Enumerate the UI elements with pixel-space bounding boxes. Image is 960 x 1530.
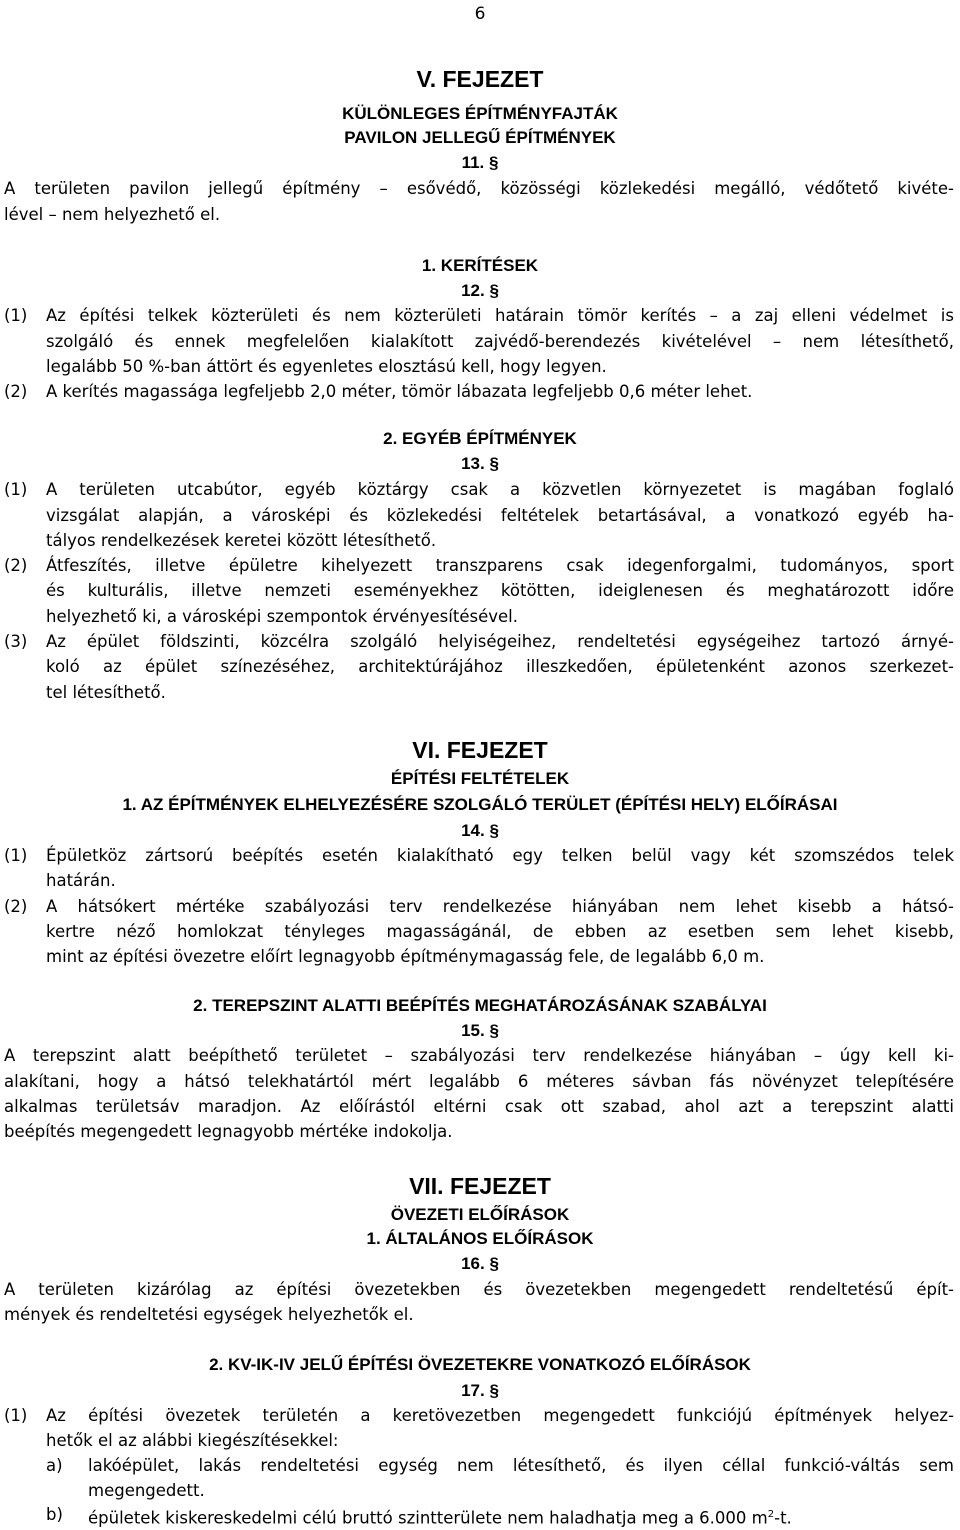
section-17-item-b-text: épületek kiskereskedelmi célú bruttó szintterülete nem haladhatja meg a 6.000 m <box>88 1508 768 1528</box>
paragraph-number: (2) <box>4 556 28 575</box>
chapter-7-subtitle: ÖVEZETI ELŐÍRÁSOK <box>390 1205 570 1224</box>
section-13-p3-line: tel létesíthető. <box>46 683 166 702</box>
section-17-item-b-line <box>88 1505 792 1529</box>
section-14-p1-line: határán. <box>46 871 116 890</box>
section-12-p1-line: szolgáló és ennek megfelelően kialakított zajvédő-berendezés kivételével – nem létesíthető, <box>46 332 954 351</box>
section-15-text-line: beépítés megengedett legnagyobb mértéke indokolja. <box>4 1122 453 1141</box>
section-13-p2-line: és kulturális, illetve nemzeti eseményekhez kötötten, ideiglenesen és meghatározott időre <box>46 581 954 600</box>
chapter-6-title: VI. FEJEZET <box>412 737 548 763</box>
paragraph-number: (2) <box>4 382 28 401</box>
chapter-5-title: V. FEJEZET <box>416 66 544 92</box>
section-16-text-line: mények és rendeltetési egységek helyezhetők el. <box>4 1305 414 1324</box>
section-13-heading: 13. § <box>461 454 499 473</box>
section-11-heading: 11. § <box>461 153 499 172</box>
paragraph-number: (1) <box>4 846 28 865</box>
section-15-text-line: A terepszint alatt beépíthető területet – szabályozási terv rendelkezése hiányában – úgy kell ki- <box>4 1046 954 1065</box>
subsection-other-structures-heading: 2. EGYÉB ÉPÍTMÉNYEK <box>383 429 577 448</box>
section-17-heading: 17. § <box>461 1381 499 1400</box>
paragraph-number: (1) <box>4 1406 28 1425</box>
section-13-p2-line: Átfeszítés, illetve épületre kihelyezett transzparens csak idegenforgalmi, tudományos, sport <box>46 556 954 575</box>
section-13-p1-line: tályos rendelkezések keretei között létesíthető. <box>46 531 437 550</box>
paragraph-number: (2) <box>4 897 28 916</box>
section-13-p2-line: helyezhető ki, a városképi szempontok érvényesítésével. <box>46 607 518 626</box>
section-15-heading: 15. § <box>461 1021 499 1040</box>
section-14-heading: 14. § <box>461 821 499 840</box>
section-14-p2-line: kertre néző homlokzat tényleges magasságánál, de ebben az esetben sem lehet kisebb, <box>46 922 954 941</box>
section-15-text-line: alakítani, hogy a hátsó telekhatártól mért legalább 6 méteres sávban fás növényzet telepítésére <box>4 1072 954 1091</box>
section-14-p2-line: A hátsókert mértéke szabályozási terv rendelkezése hiányában nem lehet kisebb a hátsó- <box>46 897 954 916</box>
section-13-p1-line: A területen utcabútor, egyéb köztárgy csak a közvetlen környezetet is magában foglaló <box>46 480 954 499</box>
section-13-p3-line: Az épület földszinti, közcélra szolgáló helyiségeihez, rendeltetési egységeihez tartozó árnyé- <box>46 632 954 651</box>
section-14-p1-line: Épületköz zártsorú beépítés esetén kialakítható egy telken belül vagy két szomszédos telek <box>46 846 954 865</box>
subsection-building-site-heading: 1. AZ ÉPÍTMÉNYEK ELHELYEZÉSÉRE SZOLGÁLÓ TERÜLET (ÉPÍTÉSI HELY) ELŐÍRÁSAI <box>122 795 838 814</box>
section-12-p1-line: legalább 50 %-ban áttört és egyenletes elosztású kell, hogy legyen. <box>46 357 607 376</box>
section-11-text-line: A területen pavilon jellegű építmény – esővédő, közösségi közlekedési megálló, védőtető kivéte- <box>4 179 954 198</box>
section-17-p1-line: Az építési övezetek területén a keretövezetben megengedett funkciójú építmények helyez- <box>46 1406 954 1425</box>
chapter-7-title: VII. FEJEZET <box>409 1173 551 1199</box>
subsection-kv-ik-iv-heading: 2. KV-IK-IV JELŰ ÉPÍTÉSI ÖVEZETEKRE VONATKOZÓ ELŐÍRÁSOK <box>209 1355 751 1374</box>
paragraph-number: (3) <box>4 632 28 651</box>
section-15-text-line: alkalmas területsáv maradjon. Az előírástól eltérni csak ott szabad, ahol azt a terepszint alatti <box>4 1097 954 1116</box>
section-13-p1-line: vizsgálat alapján, a városképi és közlekedési feltételek betartásával, a vonatkozó egyéb ha- <box>46 506 954 525</box>
superscript: 2 <box>767 1509 775 1520</box>
section-16-heading: 16. § <box>461 1254 499 1273</box>
section-14-p2-line: mint az építési övezetre előírt legnagyobb építménymagasság fele, de legalább 6,0 m. <box>46 947 765 966</box>
chapter-6-subtitle: ÉPÍTÉSI FELTÉTELEK <box>390 769 570 788</box>
section-12-p1-line: Az építési telkek közterületi és nem közterületi határain tömör kerítés – a zaj elleni védelmet is <box>46 306 954 325</box>
section-17-p1-line: hetők el az alábbi kiegészítésekkel: <box>46 1431 339 1450</box>
section-12-heading: 12. § <box>461 281 499 300</box>
page-number: 6 <box>474 4 486 24</box>
section-13-p3-line: koló az épület színezéséhez, architektúrájához illeszkedően, épületenként azonos szerkezet- <box>46 657 954 676</box>
chapter-5-subtitle-2: PAVILON JELLEGŰ ÉPÍTMÉNYEK <box>344 128 616 147</box>
section-11-text-line: lével – nem helyezhető el. <box>4 205 221 224</box>
subsection-general-heading: 1. ÁLTALÁNOS ELŐÍRÁSOK <box>366 1229 594 1248</box>
subsection-underground-heading: 2. TEREPSZINT ALATTI BEÉPÍTÉS MEGHATÁROZÁSÁNAK SZABÁLYAI <box>193 996 767 1015</box>
list-item-marker: a) <box>46 1456 63 1475</box>
paragraph-number: (1) <box>4 306 28 325</box>
paragraph-number: (1) <box>4 480 28 499</box>
section-17-item-a-line: megengedett. <box>88 1481 205 1500</box>
subsection-fences-heading: 1. KERÍTÉSEK <box>421 256 539 275</box>
section-12-p2-line: A kerítés magassága legfeljebb 2,0 méter, tömör lábazata legfeljebb 0,6 méter lehet. <box>46 382 753 401</box>
section-17-item-a-line: lakóépület, lakás rendeltetési egység nem létesíthető, és ilyen céllal funkció-váltás sem <box>88 1456 954 1475</box>
list-item-marker: b) <box>46 1505 63 1524</box>
section-17-item-b-tail: -t. <box>774 1508 792 1528</box>
chapter-5-subtitle-1: KÜLÖNLEGES ÉPÍTMÉNYFAJTÁK <box>342 104 618 123</box>
section-16-text-line: A területen kizárólag az építési övezetekben és övezetekben megengedett rendeltetésű épít- <box>4 1280 954 1299</box>
